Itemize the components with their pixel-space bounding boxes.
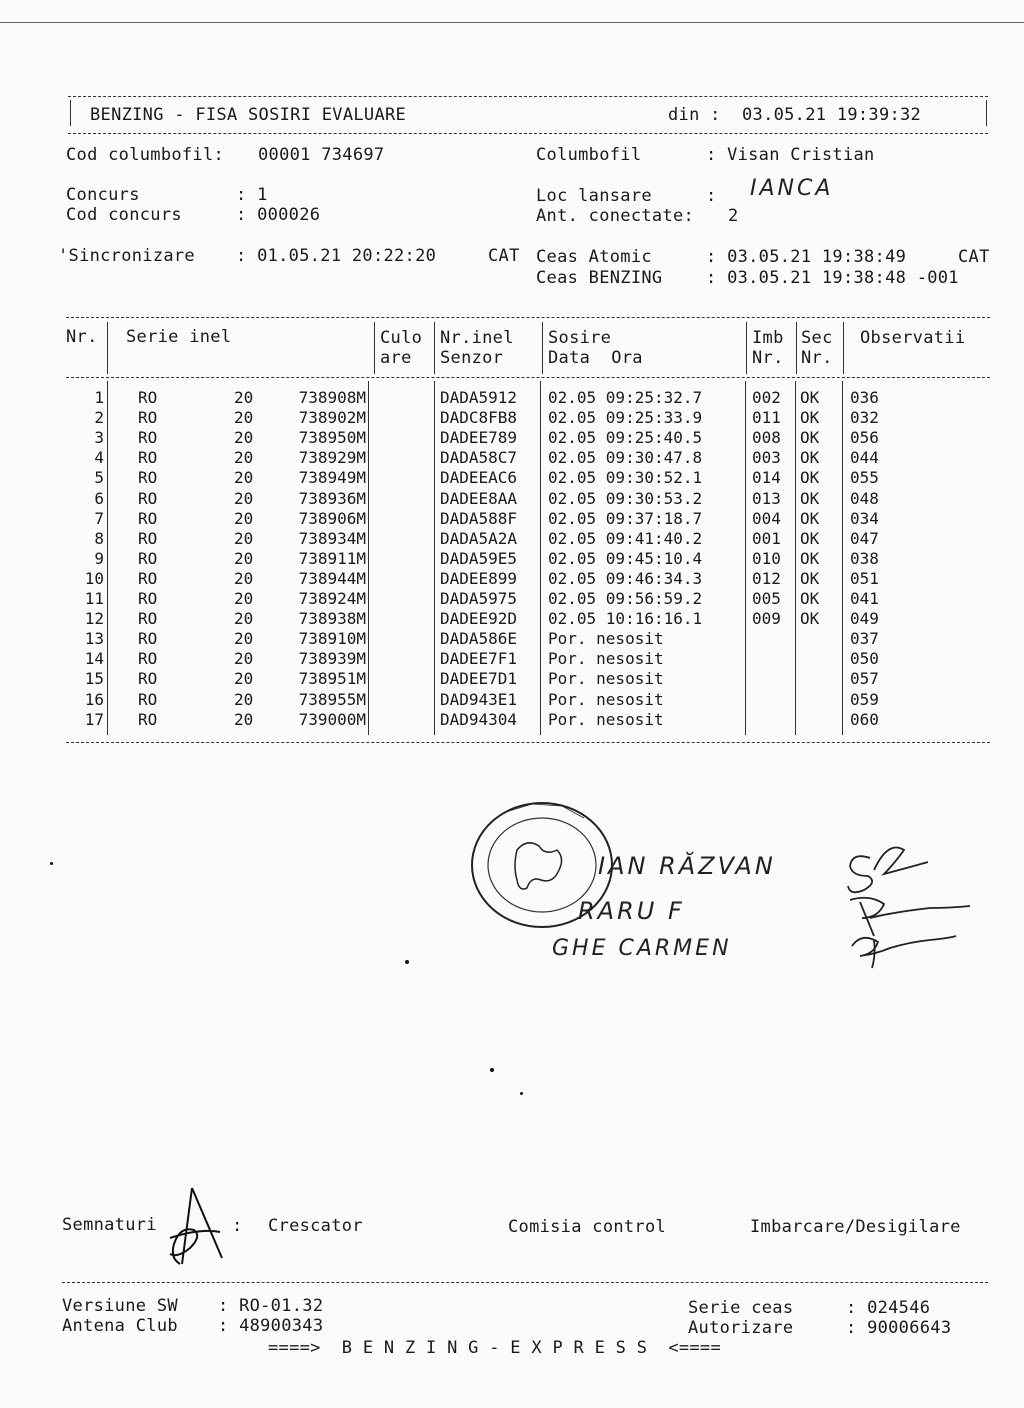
- cell-observatii: 036: [850, 388, 879, 407]
- cell-sosire: 02.05 09:56:59.2: [548, 589, 703, 608]
- benzing-express-brand: ====> B E N Z I N G - E X P R E S S <====: [268, 1338, 721, 1358]
- table-border-top: [66, 317, 990, 318]
- sincronizare-value: : 01.05.21 20:22:20: [236, 246, 437, 266]
- cell-nr: 8: [94, 528, 104, 548]
- cell-nr: 11: [84, 589, 104, 608]
- col-sep: [746, 322, 747, 374]
- cell-year: 20: [234, 689, 254, 709]
- cell-country: RO: [138, 448, 158, 468]
- cell-imb: 009: [752, 609, 781, 629]
- cell-year: 20: [234, 649, 254, 669]
- cell-year: 20: [234, 528, 254, 548]
- scan-speck: [490, 1068, 494, 1072]
- sincronizare-label: 'Sincronizare: [58, 246, 195, 266]
- cod-concurs-value: : 000026: [236, 205, 321, 225]
- comisia-label: Comisia control: [508, 1217, 667, 1237]
- col-header-sec-2: Nr.: [801, 348, 833, 368]
- cell-year: 20: [234, 468, 254, 488]
- cell-country: RO: [138, 528, 158, 548]
- autorizare-value: : 90006643: [846, 1318, 952, 1338]
- cell-sosire: 02.05 09:25:40.5: [548, 428, 703, 448]
- cell-imb: 008: [752, 428, 781, 448]
- cell-observatii: 049: [850, 609, 879, 629]
- antena-label: Antena Club: [62, 1316, 178, 1336]
- cell-country: RO: [138, 669, 158, 689]
- cell-sec: OK: [800, 428, 820, 448]
- cell-year: 20: [234, 709, 254, 729]
- cell-ring: 738906M: [298, 508, 366, 528]
- cell-observatii: 050: [850, 649, 879, 669]
- cell-senzor: DADA586E: [440, 629, 518, 649]
- cell-ring: 738936M: [298, 488, 366, 508]
- col-sep: [107, 381, 108, 735]
- cell-ring: 738944M: [298, 568, 366, 588]
- handwritten-name-1: IAN RĂZVAN: [598, 852, 776, 880]
- cell-observatii: 060: [850, 709, 879, 729]
- cell-sec: OK: [800, 548, 820, 568]
- cell-nr: 7: [94, 508, 104, 528]
- table-header-divider: [66, 377, 990, 378]
- cell-sosire: 02.05 09:37:18.7: [548, 508, 703, 528]
- cell-ring: 738929M: [298, 448, 366, 468]
- cell-imb: 013: [752, 488, 781, 508]
- scan-speck: [520, 1092, 523, 1095]
- cell-year: 20: [234, 589, 254, 608]
- col-header-nr: Nr.: [66, 327, 98, 347]
- cell-country: RO: [138, 548, 158, 568]
- scan-speck: [50, 862, 53, 865]
- cell-ring: 738949M: [298, 468, 366, 488]
- cell-observatii: 038: [850, 548, 879, 568]
- ceas-atomic-label: Ceas Atomic: [536, 247, 652, 267]
- cell-sec: OK: [800, 528, 820, 548]
- cell-sec: OK: [800, 609, 820, 629]
- cell-sosire: Por. nesosit: [548, 629, 664, 649]
- cell-year: 20: [234, 488, 254, 508]
- cell-ring: 738908M: [298, 388, 366, 407]
- cell-observatii: 059: [850, 689, 879, 709]
- col-header-nr-inel-1: Nr.inel: [440, 328, 514, 348]
- cell-nr: 10: [84, 568, 104, 588]
- cell-observatii: 051: [850, 568, 879, 588]
- loc-lansare-label: Loc lansare: [536, 186, 652, 206]
- cell-year: 20: [234, 428, 254, 448]
- col-header-sosire-2: Data Ora: [548, 348, 643, 368]
- ant-conectate-value: 2: [728, 206, 739, 226]
- cell-sosire: 02.05 09:46:34.3: [548, 568, 703, 588]
- cell-senzor: DADEE8AA: [440, 488, 518, 508]
- cell-year: 20: [234, 629, 254, 649]
- concurs-label: Concurs: [66, 185, 140, 205]
- cell-nr: 5: [94, 468, 104, 488]
- cell-nr: 6: [94, 488, 104, 508]
- versiune-value: : RO-01.32: [218, 1296, 324, 1316]
- cell-sosire: Por. nesosit: [548, 689, 664, 709]
- cell-nr: 4: [94, 448, 104, 468]
- cell-imb: 002: [752, 388, 781, 407]
- cell-sosire: 02.05 10:16:16.1: [548, 609, 703, 629]
- cell-senzor: DADEEAC6: [440, 468, 518, 488]
- cell-observatii: 056: [850, 428, 879, 448]
- cell-observatii: 034: [850, 508, 879, 528]
- cell-year: 20: [234, 669, 254, 689]
- cell-imb: 003: [752, 448, 781, 468]
- cell-nr: 2: [94, 408, 104, 428]
- col-header-serie-inel: Serie inel: [126, 327, 232, 347]
- cell-senzor: DADA588F: [440, 508, 518, 528]
- cell-ring: 738910M: [298, 629, 366, 649]
- cell-nr: 1: [94, 388, 104, 407]
- col-header-observatii: Observatii: [860, 328, 966, 348]
- cell-ring: 738911M: [298, 548, 366, 568]
- cell-sec: OK: [800, 388, 820, 407]
- cell-senzor: DADEE789: [440, 428, 518, 448]
- cell-senzor: DADEE899: [440, 568, 518, 588]
- cell-observatii: 037: [850, 629, 879, 649]
- scan-speck: [405, 960, 409, 964]
- cell-country: RO: [138, 589, 158, 608]
- cod-columbofil-value: 00001 734697: [258, 145, 385, 165]
- cell-imb: 010: [752, 548, 781, 568]
- col-sep: [368, 381, 369, 735]
- col-sep: [434, 381, 435, 735]
- cell-senzor: DADA5A2A: [440, 528, 518, 548]
- cell-nr: 14: [84, 649, 104, 669]
- cell-sosire: 02.05 09:30:52.1: [548, 468, 703, 488]
- columbofil-label: Columbofil: [536, 145, 642, 165]
- col-sep: [434, 322, 435, 374]
- autorizare-label: Autorizare: [688, 1318, 794, 1338]
- cell-nr: 13: [84, 629, 104, 649]
- cell-nr: 17: [84, 709, 104, 729]
- cell-sec: OK: [800, 508, 820, 528]
- cell-imb: 001: [752, 528, 781, 548]
- header-border-top: [68, 96, 988, 97]
- serie-ceas-label: Serie ceas: [688, 1298, 794, 1318]
- col-header-imb-1: Imb: [752, 328, 784, 348]
- cell-observatii: 047: [850, 528, 879, 548]
- ceas-atomic-value: : 03.05.21 19:38:49: [706, 247, 907, 267]
- cell-ring: 739000M: [298, 709, 366, 729]
- imbarcare-label: Imbarcare/Desigilare: [750, 1217, 961, 1237]
- cell-nr: 15: [84, 669, 104, 689]
- cell-senzor: DADEE7F1: [440, 649, 518, 669]
- col-sep: [107, 322, 108, 374]
- loc-lansare-handwritten: IANCA: [750, 176, 834, 201]
- cell-year: 20: [234, 609, 254, 629]
- cell-imb: 014: [752, 468, 781, 488]
- cell-sec: OK: [800, 568, 820, 588]
- cell-year: 20: [234, 508, 254, 528]
- cell-imb: 004: [752, 508, 781, 528]
- semnaturi-sep: :: [232, 1216, 243, 1236]
- crescator-label: Crescator: [268, 1216, 363, 1236]
- col-sep: [843, 322, 844, 374]
- cell-year: 20: [234, 448, 254, 468]
- cell-sec: OK: [800, 448, 820, 468]
- cell-ring: 738939M: [298, 649, 366, 669]
- cell-country: RO: [138, 689, 158, 709]
- crescator-signature: [150, 1182, 230, 1272]
- header-border-left: [70, 100, 71, 126]
- cell-senzor: DAD943E1: [440, 689, 518, 709]
- cell-sec: OK: [800, 408, 820, 428]
- col-header-culoare-1: Culo: [380, 328, 423, 348]
- col-sep: [542, 322, 543, 374]
- cell-sosire: 02.05 09:41:40.2: [548, 528, 703, 548]
- cell-observatii: 057: [850, 669, 879, 689]
- col-sep: [842, 381, 843, 735]
- ceas-atomic-tz: CAT: [958, 247, 990, 267]
- cell-year: 20: [234, 548, 254, 568]
- serie-ceas-value: : 024546: [846, 1298, 931, 1318]
- cell-nr: 3: [94, 428, 104, 448]
- versiune-label: Versiune SW: [62, 1296, 178, 1316]
- cell-observatii: 044: [850, 448, 879, 468]
- cell-ring: 738955M: [298, 689, 366, 709]
- din-label: din :: [668, 105, 721, 125]
- cell-ring: 738902M: [298, 408, 366, 428]
- handwritten-name-3: GHE CARMEN: [552, 936, 732, 961]
- cell-sosire: 02.05 09:25:32.7: [548, 388, 703, 407]
- cell-year: 20: [234, 388, 254, 407]
- cell-ring: 738950M: [298, 428, 366, 448]
- cell-imb: 005: [752, 589, 781, 608]
- cell-observatii: 048: [850, 488, 879, 508]
- loc-lansare-sep: :: [706, 186, 717, 206]
- cell-sec: OK: [800, 488, 820, 508]
- handwritten-name-2: RARU F: [578, 897, 685, 925]
- cell-senzor: DADA58C7: [440, 448, 518, 468]
- col-sep: [745, 381, 746, 735]
- cell-country: RO: [138, 508, 158, 528]
- col-header-nr-inel-2: Senzor: [440, 348, 504, 368]
- ceas-benzing-label: Ceas BENZING: [536, 268, 663, 288]
- cell-ring: 738951M: [298, 669, 366, 689]
- document-title: BENZING - FISA SOSIRI EVALUARE: [90, 105, 407, 125]
- cell-country: RO: [138, 709, 158, 729]
- columbofil-value: : Visan Cristian: [706, 145, 875, 165]
- cell-nr: 12: [84, 609, 104, 629]
- din-value: 03.05.21 19:39:32: [742, 105, 922, 125]
- sincronizare-tz: CAT: [488, 246, 520, 266]
- cell-senzor: DADA5975: [440, 589, 518, 608]
- col-header-sec-1: Sec: [801, 328, 833, 348]
- cell-observatii: 041: [850, 589, 879, 608]
- cell-ring: 738934M: [298, 528, 366, 548]
- cell-sec: OK: [800, 589, 820, 608]
- col-header-imb-2: Nr.: [752, 348, 784, 368]
- cod-columbofil-label: Cod columbofil:: [66, 145, 225, 165]
- cell-senzor: DADA5912: [440, 388, 518, 407]
- col-header-culoare-2: are: [380, 348, 412, 368]
- col-header-sosire-1: Sosire: [548, 328, 612, 348]
- col-sep: [795, 381, 796, 735]
- cell-observatii: 032: [850, 408, 879, 428]
- cell-nr: 16: [84, 689, 104, 709]
- cell-sec: OK: [800, 468, 820, 488]
- cell-year: 20: [234, 568, 254, 588]
- cell-country: RO: [138, 408, 158, 428]
- cell-sosire: Por. nesosit: [548, 669, 664, 689]
- cell-senzor: DADEE92D: [440, 609, 518, 629]
- cell-country: RO: [138, 428, 158, 448]
- cell-observatii: 055: [850, 468, 879, 488]
- scan-edge-line: [0, 22, 1024, 23]
- col-sep: [796, 322, 797, 374]
- cell-imb: 011: [752, 408, 781, 428]
- cell-country: RO: [138, 488, 158, 508]
- antena-value: : 48900343: [218, 1316, 324, 1336]
- cell-year: 20: [234, 408, 254, 428]
- cell-country: RO: [138, 629, 158, 649]
- cell-country: RO: [138, 568, 158, 588]
- cell-country: RO: [138, 468, 158, 488]
- cell-sosire: 02.05 09:30:53.2: [548, 488, 703, 508]
- header-border-bottom: [68, 133, 988, 134]
- cell-senzor: DAD94304: [440, 709, 518, 729]
- cell-sosire: 02.05 09:30:47.8: [548, 448, 703, 468]
- cell-sosire: Por. nesosit: [548, 649, 664, 669]
- ceas-benzing-value: : 03.05.21 19:38:48 -001: [706, 268, 959, 288]
- cell-sosire: 02.05 09:45:10.4: [548, 548, 703, 568]
- signature-scribbles: [830, 830, 980, 970]
- cell-senzor: DADEE7D1: [440, 669, 518, 689]
- col-sep: [540, 381, 541, 735]
- table-border-bottom: [66, 742, 990, 743]
- cell-sosire: 02.05 09:25:33.9: [548, 408, 703, 428]
- semnaturi-label: Semnaturi: [62, 1215, 157, 1235]
- ant-conectate-label: Ant. conectate:: [536, 206, 695, 226]
- col-sep: [374, 322, 375, 374]
- cell-country: RO: [138, 388, 158, 407]
- cell-ring: 738924M: [298, 589, 366, 608]
- cell-imb: 012: [752, 568, 781, 588]
- header-border-right: [986, 100, 987, 126]
- footer-divider: [62, 1282, 988, 1283]
- cell-senzor: DADC8FB8: [440, 408, 518, 428]
- cell-sosire: Por. nesosit: [548, 709, 664, 729]
- cod-concurs-label: Cod concurs: [66, 205, 182, 225]
- cell-ring: 738938M: [298, 609, 366, 629]
- concurs-value: : 1: [236, 185, 268, 205]
- cell-nr: 9: [94, 548, 104, 568]
- cell-country: RO: [138, 609, 158, 629]
- cell-country: RO: [138, 649, 158, 669]
- cell-senzor: DADA59E5: [440, 548, 518, 568]
